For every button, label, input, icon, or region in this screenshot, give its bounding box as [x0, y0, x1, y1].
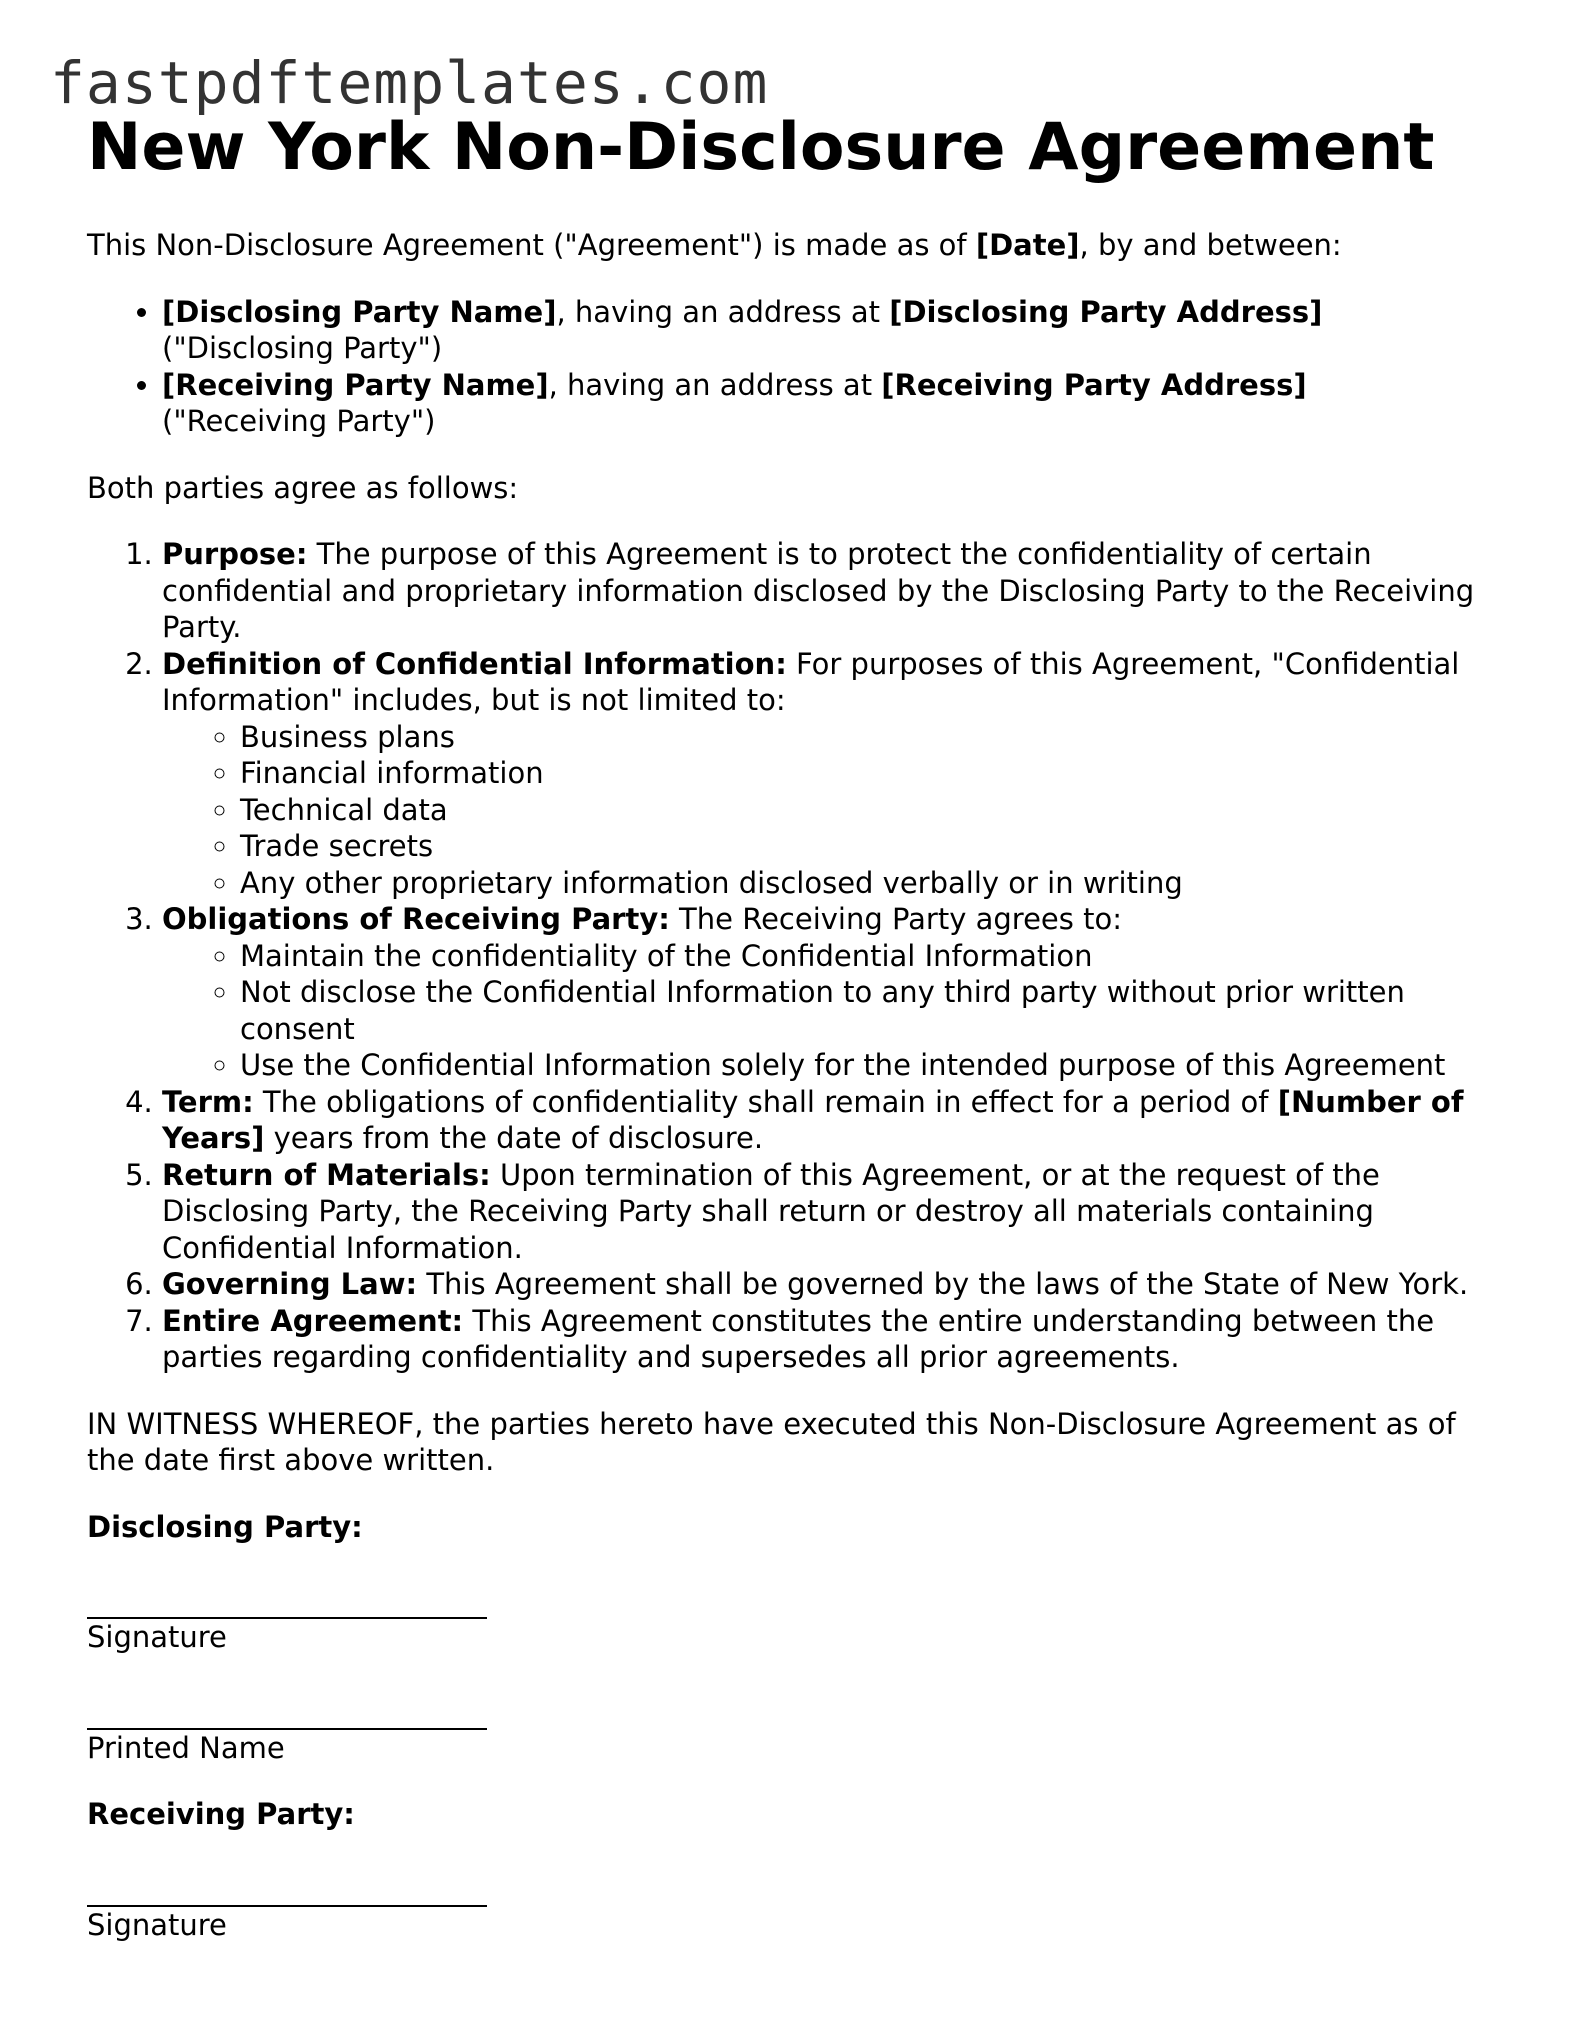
- parties-list: [87, 294, 1497, 440]
- disclosing-printed-name-line[interactable]: [87, 1692, 487, 1730]
- disclosing-party-name: [Disclosing Party Name]: [162, 294, 557, 329]
- follows-paragraph: Both parties agree as follows:: [87, 470, 519, 505]
- term-text: The purpose of this Agreement is to protect the confidentiality of certain confidential and proprietary information disclosed by the Disclosing Party to the Receiving Party.: [162, 537, 1475, 644]
- receiving-signature-line[interactable]: [87, 1869, 487, 1907]
- party-role: ("Disclosing Party"): [162, 331, 443, 365]
- list-item: ◦ Financial information: [240, 755, 1497, 792]
- witness-paragraph: IN WITNESS WHEREOF, the parties hereto have executed this Non-Disclosure Agreement as of the date first above written.: [87, 1406, 1456, 1477]
- term-heading: Term:: [162, 1084, 254, 1119]
- document-body: [87, 108, 1497, 1943]
- disclosing-signature-label: Signature: [87, 1620, 227, 1654]
- term-text: Upon termination of this Agreement, or at the request of the Disclosing Party, the Receiving Party shall return or destroy all materials containing Confidential Information.: [162, 1157, 1380, 1265]
- term-text: For purposes of this Agreement, "Confidential Information" includes, but is not limited to:: [162, 646, 1460, 717]
- document-title: New York Non-Disclosure Agreement: [87, 110, 1435, 185]
- receiving-party-heading: Receiving Party:: [87, 1797, 355, 1831]
- party-role: ("Receiving Party"): [162, 404, 436, 438]
- receiving-signature-label: Signature: [87, 1907, 227, 1942]
- years-placeholder: [Number of Years]: [162, 1084, 1464, 1155]
- term-heading: Purpose:: [162, 537, 308, 571]
- list-item: ◦ Business plans: [240, 719, 1497, 756]
- term-term: [162, 1084, 1497, 1157]
- intro-text: This Non-Disclosure Agreement ("Agreement") is made as of: [87, 228, 976, 262]
- list-item: ◦ Not disclose the Confidential Information to any third party without prior written consent: [240, 974, 1497, 1047]
- spacer: [87, 1656, 1497, 1692]
- spacer: [87, 1545, 1497, 1581]
- disclosing-printed-name-label: Printed Name: [87, 1730, 285, 1765]
- term-heading: Return of Materials:: [162, 1157, 491, 1192]
- obligation-items: [162, 938, 1497, 1084]
- list-item: ◦ Trade secrets: [240, 828, 1497, 865]
- definition-items: [162, 719, 1497, 902]
- spacer: [87, 1833, 1497, 1869]
- terms-list: [87, 536, 1497, 1376]
- term-obligations: [162, 901, 1497, 1084]
- term-heading: Obligations of Receiving Party:: [162, 902, 670, 936]
- list-item: ◦ Any other proprietary information disclosed verbally or in writing: [240, 865, 1497, 902]
- disclosing-party-address: [Disclosing Party Address]: [889, 294, 1323, 329]
- party-text: , having an address at: [556, 294, 890, 329]
- term-heading: Entire Agreement:: [162, 1303, 464, 1338]
- term-return-materials: [162, 1157, 1497, 1267]
- party-item-disclosing: [162, 294, 1497, 367]
- term-text-end: years from the date of disclosure.: [264, 1121, 764, 1155]
- party-text: , having an address at: [548, 367, 882, 402]
- term-text: This Agreement shall be governed by the laws of the State of New York.: [417, 1267, 1469, 1301]
- intro-text-end: , by and between:: [1079, 228, 1342, 262]
- term-heading: Definition of Confidential Information:: [162, 646, 787, 681]
- term-purpose: [162, 536, 1497, 646]
- term-text: This Agreement constitutes the entire understanding between the parties regarding confidentiality and supersedes all prior agreements.: [162, 1303, 1435, 1374]
- term-heading: Governing Law:: [162, 1267, 418, 1301]
- term-definition: [162, 646, 1497, 902]
- term-governing-law: [162, 1266, 1497, 1303]
- term-entire-agreement: [162, 1303, 1497, 1376]
- list-item: ◦ Technical data: [240, 792, 1497, 829]
- receiving-party-name: [Receiving Party Name]: [162, 367, 549, 402]
- receiving-party-address: [Receiving Party Address]: [881, 367, 1307, 402]
- party-item-receiving: [162, 367, 1497, 440]
- list-item: ◦ Use the Confidential Information solely for the intended purpose of this Agreement: [240, 1047, 1497, 1084]
- intro-paragraph: [87, 227, 1497, 264]
- disclosing-signature-line[interactable]: [87, 1581, 487, 1619]
- term-text: The Receiving Party agrees to:: [669, 902, 1122, 936]
- list-item: ◦ Maintain the confidentiality of the Confidential Information: [240, 938, 1497, 975]
- watermark: fastpdftemplates.com: [50, 49, 769, 117]
- date-placeholder: [Date]: [975, 228, 1080, 262]
- term-text: The obligations of confidentiality shall remain in effect for a period of: [253, 1084, 1278, 1119]
- disclosing-party-heading: Disclosing Party:: [87, 1509, 363, 1544]
